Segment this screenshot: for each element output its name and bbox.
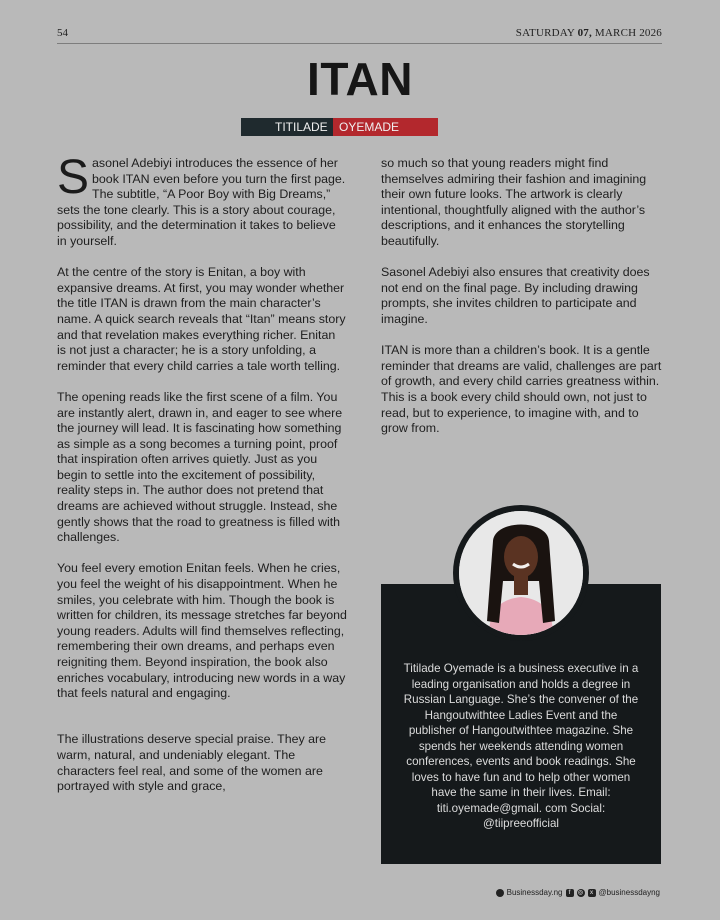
- drop-cap: S: [57, 151, 90, 204]
- byline: [241, 118, 438, 136]
- instagram-icon: ◎: [577, 889, 584, 896]
- paragraph: You feel every emotion Enitan feels. When he cries, you feel the weight of his disappointment. When he smiles, you celebrate with him. Though the book is written for children, its message stretches far beyond young readers. Adults will find themselves reflecting, remembering their own dreams, and perhaps even reigniting them. Beyond inspiration, the book also enriches vocabulary, introducing new words in a way that feels natural and engaging.: [57, 561, 347, 701]
- article-column-left: [57, 151, 347, 810]
- paragraph: The opening reads like the first scene of a film. You are instantly alert, drawn in, and eager to see where the journey will lead. It is fascinating how something as simple as a song becomes a turning point, proof that inspiration often arrives quietly. Just as you begin to settle into the excitement of possibility, reality steps in. The author does not pretend that dreams are achieved without struggle. Instead, she gently shows that the road to greatness is filled with challenges.: [57, 389, 343, 545]
- facebook-icon: f: [566, 889, 574, 897]
- page-footer: [496, 888, 660, 897]
- x-icon: x: [588, 889, 596, 897]
- paragraph: Sasonel Adebiyi introduces the essence of her book ITAN even before you turn the first page. The subtitle, “A Poor Boy with Big Dreams,” sets the tone clearly. This is a story about courage, possibility, and the determination it takes to believe in yourself.: [57, 151, 346, 248]
- header-rule: [57, 43, 662, 44]
- article-column-right: [381, 156, 666, 452]
- author-portrait-icon: [459, 511, 583, 635]
- paragraph: ITAN is more than a children’s book. It is a gentle reminder that dreams are valid, challenges are part of growth, and every child carries greatness within. This is a book every child should own, not just to read, but to experience, to imagine with, and to grow from.: [381, 343, 662, 436]
- footer-handle: @businessdayng: [598, 888, 660, 897]
- issue-date: [516, 27, 662, 39]
- date-num: 07,: [577, 27, 592, 39]
- paragraph: Sasonel Adebiyi also ensures that creativity does not end on the final page. By including drawing prompts, she invites children to participate and imagine.: [381, 265, 650, 326]
- footer-site: Businessday.ng: [506, 888, 563, 897]
- author-photo: [459, 511, 583, 635]
- byline-first-name: TITILADE: [241, 118, 333, 136]
- author-bio-text: Titilade Oyemade is a business executive in a leading organisation and holds a degree in Russian Language. She’s the convener of the Hangoutwithtee Ladies Event and the publisher of Hangoutwithtee magazine. She spends her weekends attending women conferences, events and book readings. She loves to have fun and to help other women have the same in their lives. Email: titi.oyemade@gmail. com Social: @tiipreeofficial: [403, 662, 639, 830]
- date-day: SATURDAY: [515, 27, 575, 39]
- globe-icon: [496, 889, 504, 897]
- date-rest: MARCH 2026: [594, 27, 662, 39]
- paragraph: so much so that young readers might find themselves admiring their fashion and imagining their own future looks. The artwork is clearly intentional, thoughtfully aligned with the author’s descriptions, and it enhances the storytelling beautifully.: [381, 156, 647, 248]
- paragraph: The illustrations deserve special praise. They are warm, natural, and undeniably elegant. The characters feel real, and some of the women are portrayed with style and grace,: [57, 732, 327, 794]
- paragraph: At the centre of the story is Enitan, a boy with expansive dreams. At first, you may wonder whether the title ITAN is drawn from the main character’s name. A quick search reveals that “Itan” means story and that revelation makes everything richer. Enitan is not just a character; he is a story unfolding, a reminder that every child carries a tale worth telling.: [57, 265, 346, 373]
- byline-last-name: OYEMADE: [333, 118, 438, 136]
- article-title: ITAN: [307, 53, 413, 105]
- page-number: 54: [57, 27, 68, 39]
